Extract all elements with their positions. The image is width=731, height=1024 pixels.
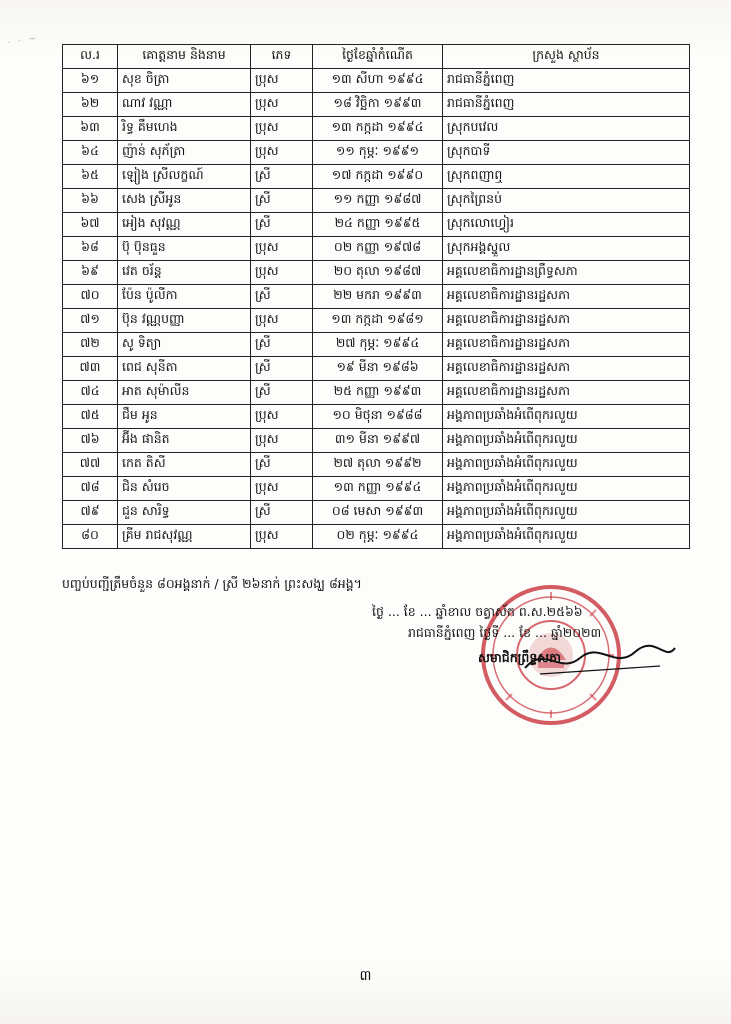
cell-dob: ១៣ កញ្ញា ១៩៩៤: [313, 477, 443, 501]
cell-name: ញ៉ាន់ សុភ័ត្រា: [118, 141, 251, 165]
cell-dob: ១១ កុម្ភៈ ១៩៩១: [313, 141, 443, 165]
cell-ministry: រាជធានីភ្នំពេញ: [443, 69, 690, 93]
table-header-row: [63, 45, 690, 69]
cell-ministry: រាជធានីភ្នំពេញ: [443, 93, 690, 117]
table-row: [63, 141, 690, 165]
cell-sex: ប្រុស: [251, 93, 313, 117]
cell-name: កេត តិសី: [118, 453, 251, 477]
table-row: [63, 93, 690, 117]
table-row: [63, 165, 690, 189]
cell-dob: ១១ កញ្ញា ១៩៨៧: [313, 189, 443, 213]
cell-sex: ប្រុស: [251, 237, 313, 261]
cell-no: ៧៩: [63, 501, 118, 525]
cell-ministry: អគ្គលេខាធិការដ្ឋានរដ្ឋសភា: [443, 357, 690, 381]
table-row: [63, 213, 690, 237]
cell-name: អ៊ីង ផានិត: [118, 429, 251, 453]
cell-dob: ២៧ កុម្ភៈ ១៩៩៤: [313, 333, 443, 357]
cell-dob: ១៩ មីនា ១៩៨៦: [313, 357, 443, 381]
table-row: [63, 237, 690, 261]
cell-ministry: អគ្គលេខាធិការដ្ឋានរដ្ឋសភា: [443, 285, 690, 309]
cell-name: អាត សុម៉ាលីន: [118, 381, 251, 405]
cell-ministry: អង្គភាពប្រឆាំងអំពើពុករលួយ: [443, 477, 690, 501]
cell-ministry: ស្រុកបវេល: [443, 117, 690, 141]
cell-dob: ០២ កុម្ភៈ ១៩៩៤: [313, 525, 443, 549]
cell-no: ៧១: [63, 309, 118, 333]
date-lunar: ថ្ងៃ ... ខែ ... ឆ្នាំខាល ចត្វាស័ក ព.ស.២៥៦៦: [372, 604, 583, 619]
cell-dob: ២០ តុលា ១៩៨៧: [313, 261, 443, 285]
cell-ministry: អង្គភាពប្រឆាំងអំពើពុករលួយ: [443, 405, 690, 429]
cell-ministry: អង្គភាពប្រឆាំងអំពើពុករលួយ: [443, 429, 690, 453]
cell-sex: ប្រុស: [251, 525, 313, 549]
cell-sex: ស្រី: [251, 453, 313, 477]
cell-sex: ស្រី: [251, 189, 313, 213]
cell-sex: ស្រី: [251, 357, 313, 381]
table-row: [63, 501, 690, 525]
cell-no: ៦៥: [63, 165, 118, 189]
cell-ministry: អគ្គលេខាធិការដ្ឋានព្រឹទ្ធសភា: [443, 261, 690, 285]
cell-dob: ១៨ វិច្ឆិកា ១៩៩៣: [313, 93, 443, 117]
cell-sex: ប្រុស: [251, 405, 313, 429]
signature-icon: [520, 640, 680, 680]
cell-ministry: ស្រុកលោហ្វៀរ: [443, 213, 690, 237]
table-row: [63, 453, 690, 477]
cell-dob: ១៣ កក្កដា ១៩៨១: [313, 309, 443, 333]
page-number: ៣: [359, 968, 372, 984]
table-row: [63, 285, 690, 309]
cell-ministry: ស្រុកពញាឮ: [443, 165, 690, 189]
cell-name: ពេជ សុនីតា: [118, 357, 251, 381]
cell-dob: ២៧ តុលា ១៩៩២: [313, 453, 443, 477]
cell-sex: ប្រុស: [251, 69, 313, 93]
header-sex: ភេទ: [251, 45, 313, 69]
cell-sex: ប្រុស: [251, 261, 313, 285]
cell-name: សូ ទិត្យា: [118, 333, 251, 357]
cell-name: សុខ ចិត្រា: [118, 69, 251, 93]
cell-no: ៦៩: [63, 261, 118, 285]
cell-ministry: ស្រុកបាទី: [443, 141, 690, 165]
cell-ministry: ស្រុកព្រៃនប់: [443, 189, 690, 213]
cell-no: ៦៣: [63, 117, 118, 141]
cell-name: សេង ស្រីអូន: [118, 189, 251, 213]
cell-sex: ប្រុស: [251, 141, 313, 165]
cell-ministry: អង្គភាពប្រឆាំងអំពើពុករលួយ: [443, 525, 690, 549]
cell-dob: ២៤ កញ្ញា ១៩៩៥: [313, 213, 443, 237]
summary-line: បញ្ចប់បញ្ជីត្រឹមចំនួន ៨០អង្គនាក់ / ស្រី ២៦នាក់ ព្រះសង្ឃ ៨អង្គ។: [62, 576, 362, 591]
header-name: គោត្តនាម និងនាម: [118, 45, 251, 69]
cell-name: ជឹម អូន: [118, 405, 251, 429]
cell-no: ៧៧: [63, 453, 118, 477]
cell-no: ៧៣: [63, 357, 118, 381]
cell-dob: ២៥ កញ្ញា ១៩៩៣: [313, 381, 443, 405]
cell-name: គ្រីម រាជសុវណ្ណ: [118, 525, 251, 549]
cell-dob: ១៣ កក្កដា ១៩៩៤: [313, 117, 443, 141]
cell-no: ៦៧: [63, 213, 118, 237]
cell-no: ៨០: [63, 525, 118, 549]
cell-sex: ប្រុស: [251, 117, 313, 141]
table-row: [63, 309, 690, 333]
cell-name: ប៊ុន វណ្ណបញ្ញា: [118, 309, 251, 333]
header-ministry: ក្រសួង ស្ថាប័ន: [443, 45, 690, 69]
table-row: [63, 477, 690, 501]
table-row: [63, 405, 690, 429]
header-dob: ថ្ងៃខែឆ្នាំកំណើត: [313, 45, 443, 69]
cell-no: ៦២: [63, 93, 118, 117]
cell-ministry: ស្រុកអង្គស្នួល: [443, 237, 690, 261]
cell-sex: ស្រី: [251, 333, 313, 357]
table-row: [63, 429, 690, 453]
table-row: [63, 189, 690, 213]
cell-ministry: អង្គភាពប្រឆាំងអំពើពុករលួយ: [443, 453, 690, 477]
cell-no: ៦១: [63, 69, 118, 93]
table-row: [63, 381, 690, 405]
table-row: [63, 117, 690, 141]
table-row: [63, 525, 690, 549]
cell-no: ៧៨: [63, 477, 118, 501]
signatory-title: សមាជិកព្រឹទ្ធសភា: [478, 650, 562, 665]
date-gregorian: រាជធានីភ្នំពេញ ថ្ងៃទី ... ខែ ... ឆ្នាំ២០២៣: [408, 625, 602, 640]
cell-name: ឡៀង ស្រីលក្ខណ៍: [118, 165, 251, 189]
cell-sex: ស្រី: [251, 165, 313, 189]
cell-no: ៧០: [63, 285, 118, 309]
table-row: [63, 261, 690, 285]
cell-sex: ប្រុស: [251, 477, 313, 501]
cell-dob: ១៣ សីហា ១៩៩៤: [313, 69, 443, 93]
cell-sex: ស្រី: [251, 285, 313, 309]
cell-ministry: អគ្គលេខាធិការដ្ឋានរដ្ឋសភា: [443, 333, 690, 357]
header-no: ល.រ: [63, 45, 118, 69]
cell-no: ៦៦: [63, 189, 118, 213]
cell-name: វេត ចរ័ន្ត: [118, 261, 251, 285]
cell-no: ៧៥: [63, 405, 118, 429]
cell-name: ជួន សារិទ្ធ: [118, 501, 251, 525]
cell-dob: ២២ មករា ១៩៩៣: [313, 285, 443, 309]
cell-sex: ស្រី: [251, 501, 313, 525]
table-row: [63, 357, 690, 381]
cell-sex: ប្រុស: [251, 309, 313, 333]
table-body: [63, 69, 690, 549]
cell-dob: ០៨ មេសា ១៩៩៣: [313, 501, 443, 525]
cell-name: ប៉ែន ប៉ូលីកា: [118, 285, 251, 309]
cell-no: ៦៨: [63, 237, 118, 261]
cell-name: រិទ្ធ គឹមហេង: [118, 117, 251, 141]
cell-sex: ស្រី: [251, 381, 313, 405]
cell-name: ប៊ុ ប៊ុនធួន: [118, 237, 251, 261]
table-row: [63, 333, 690, 357]
cell-name: ជិន សំរេច: [118, 477, 251, 501]
cell-sex: ស្រី: [251, 213, 313, 237]
cell-no: ៧៦: [63, 429, 118, 453]
cell-dob: ៣១ មីនា ១៩៩៧: [313, 429, 443, 453]
cell-name: ណាវ វណ្ណា: [118, 93, 251, 117]
cell-dob: ១៧ កក្កដា ១៩៩០: [313, 165, 443, 189]
cell-sex: ប្រុស: [251, 429, 313, 453]
cell-name: អៀង សុវណ្ណ: [118, 213, 251, 237]
cell-dob: ១០ មិថុនា ១៩៨៨: [313, 405, 443, 429]
cell-ministry: អគ្គលេខាធិការដ្ឋានរដ្ឋសភា: [443, 309, 690, 333]
cell-dob: ០២ កញ្ញា ១៩៧៨: [313, 237, 443, 261]
table-row: [63, 69, 690, 93]
cell-ministry: អគ្គលេខាធិការដ្ឋានរដ្ឋសភា: [443, 381, 690, 405]
scan-smudge: · · ~: [6, 32, 40, 50]
cell-no: ៦៤: [63, 141, 118, 165]
roster-table: [62, 44, 690, 549]
cell-no: ៧២: [63, 333, 118, 357]
cell-no: ៧៤: [63, 381, 118, 405]
cell-ministry: អង្គភាពប្រឆាំងអំពើពុករលួយ: [443, 501, 690, 525]
